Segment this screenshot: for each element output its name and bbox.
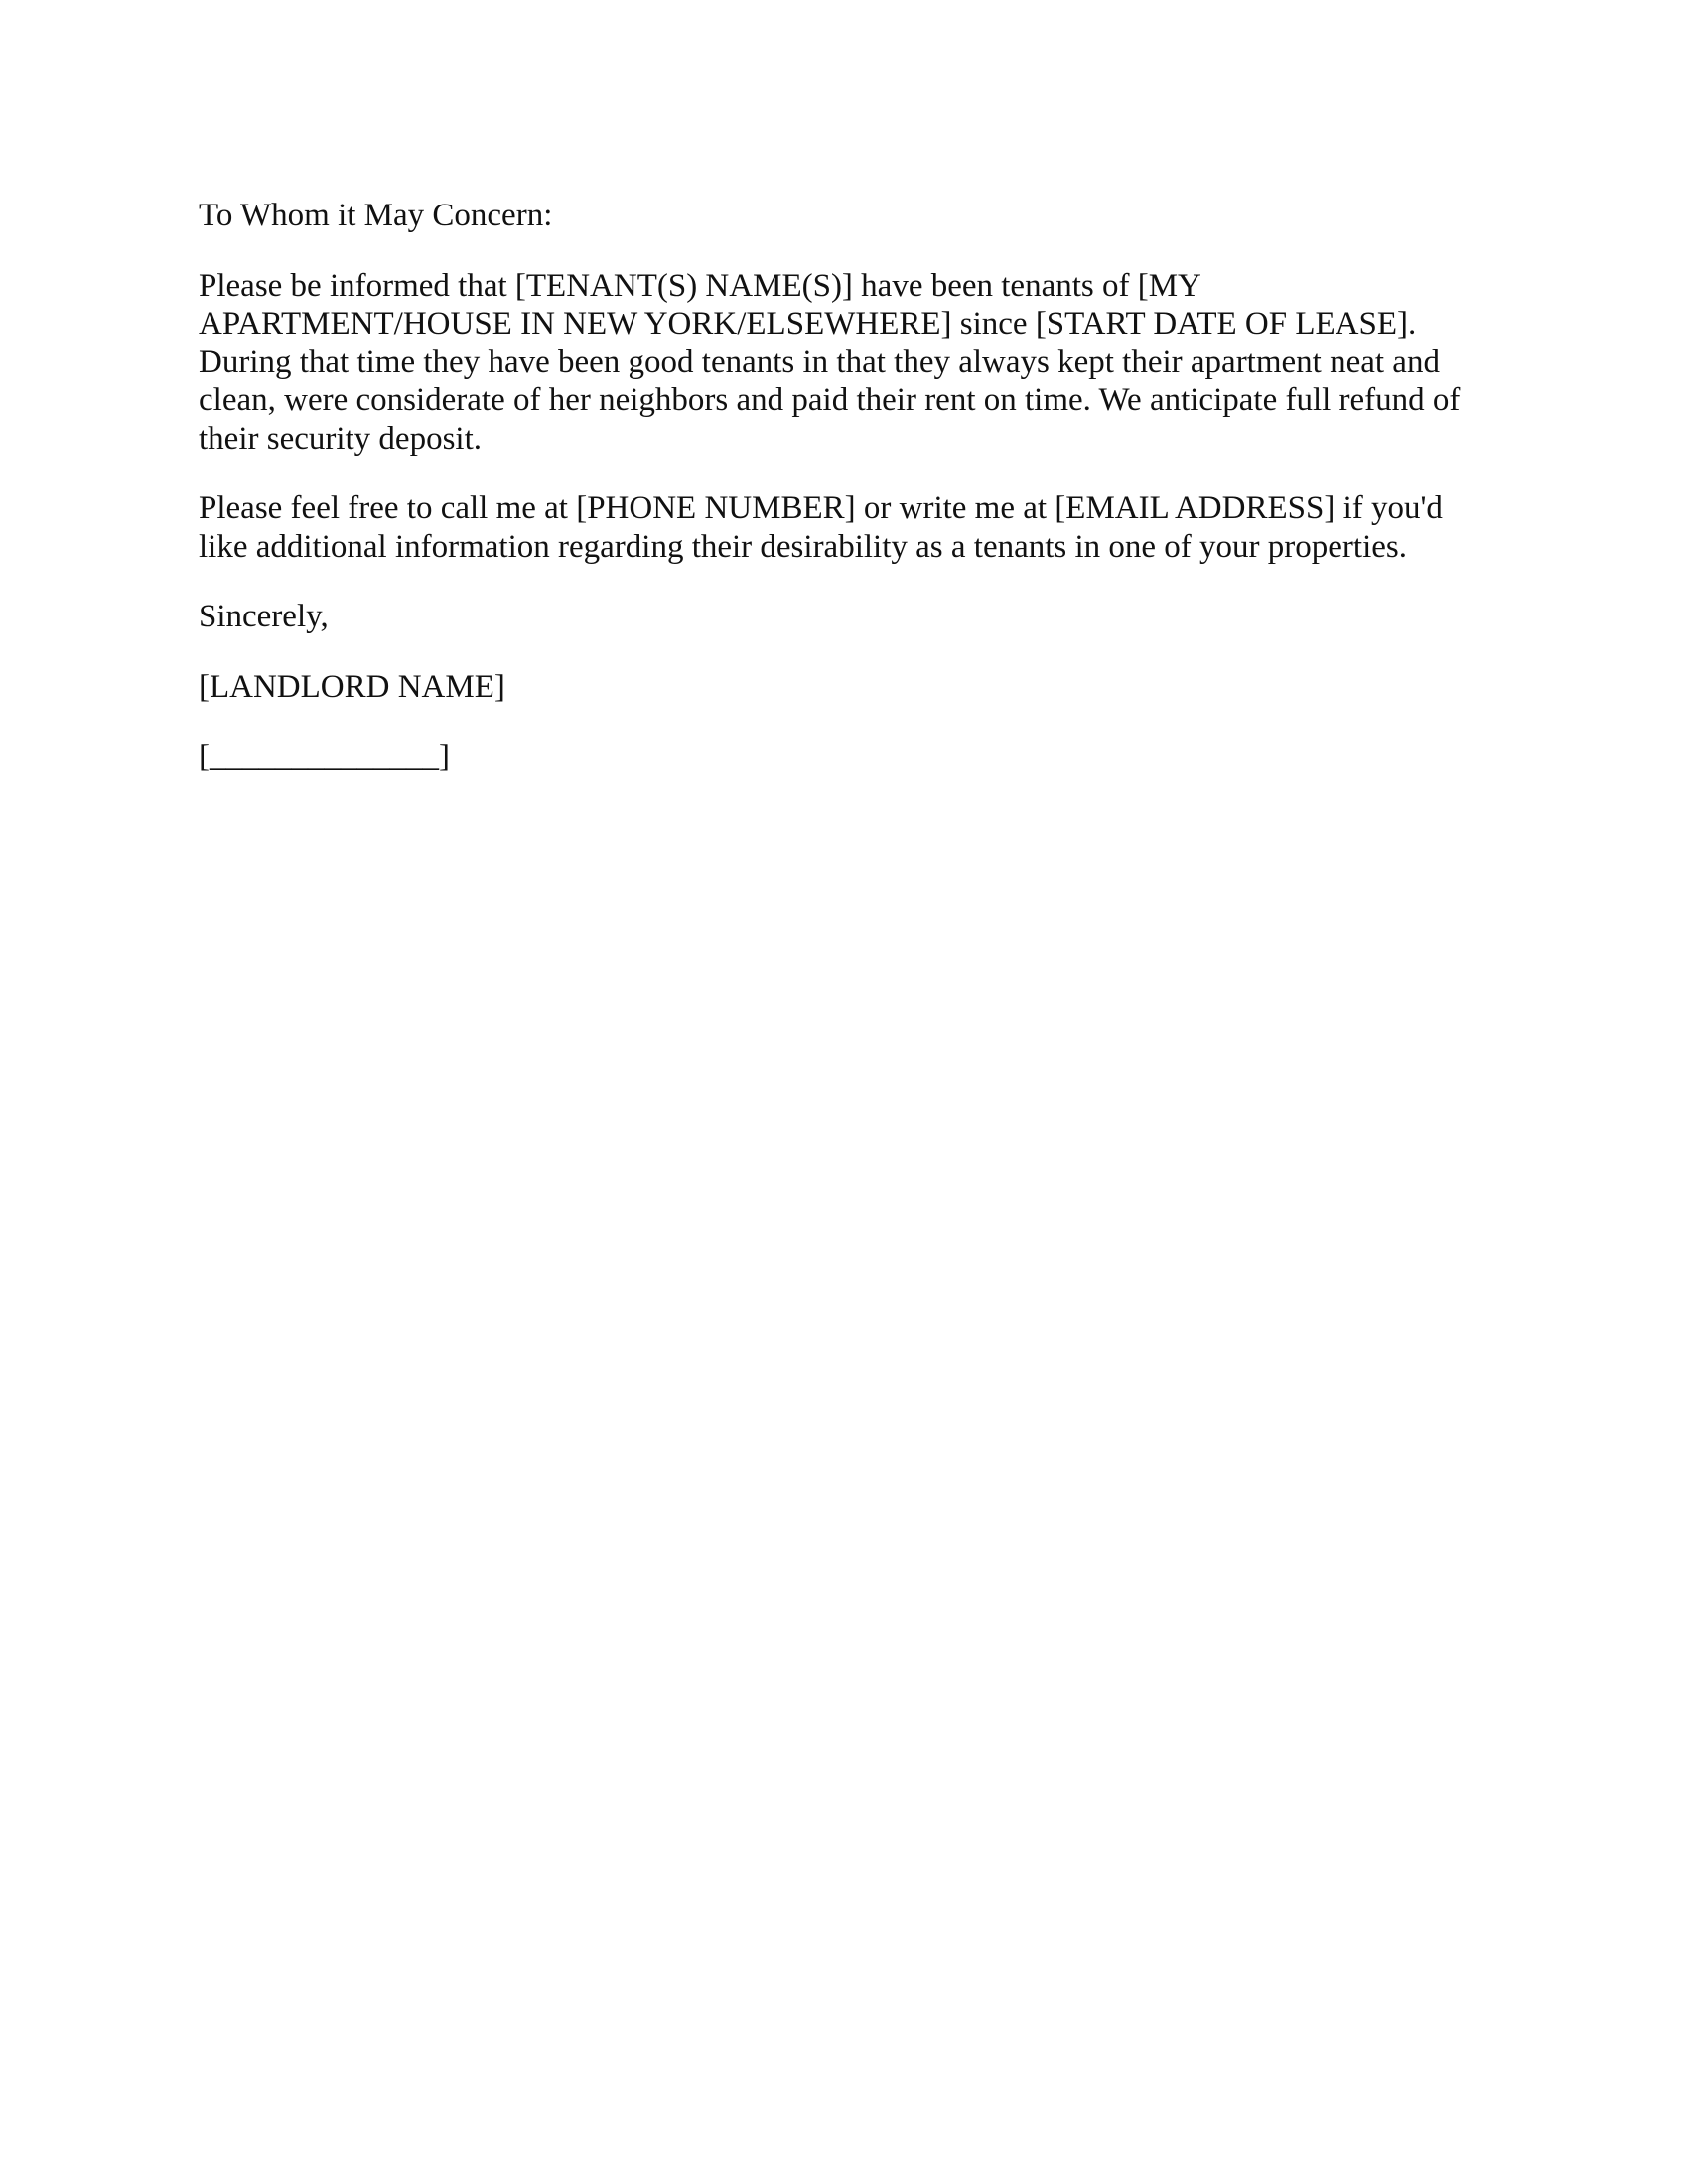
signature-line: [______________]	[199, 739, 450, 774]
signer-name: [LANDLORD NAME]	[199, 668, 505, 705]
paragraph-line: Please be informed that [TENANT(S) NAME(S)] have been tenants of [MY	[199, 267, 1201, 304]
paragraph-contact	[199, 489, 1509, 566]
paragraph-line: Please feel free to call me at [PHONE NUMBER] or write me at [EMAIL ADDRESS] if you'd	[199, 490, 1443, 526]
paragraph-line: their security deposit.	[199, 420, 483, 457]
letter-body	[199, 197, 1509, 808]
paragraph-tenancy	[199, 267, 1509, 459]
paragraph-line: like additional information regarding their desirability as a tenants in one of your properties.	[199, 528, 1407, 565]
paragraph-line: APARTMENT/HOUSE IN NEW YORK/ELSEWHERE] since [START DATE OF LEASE].	[199, 306, 1417, 341]
closing: Sincerely,	[199, 599, 329, 634]
salutation: To Whom it May Concern:	[199, 198, 553, 233]
paragraph-line: clean, were considerate of her neighbors and paid their rent on time. We anticipate full refund of	[199, 382, 1461, 418]
paragraph-line: During that time they have been good tenants in that they always kept their apartment neat and	[199, 343, 1440, 380]
